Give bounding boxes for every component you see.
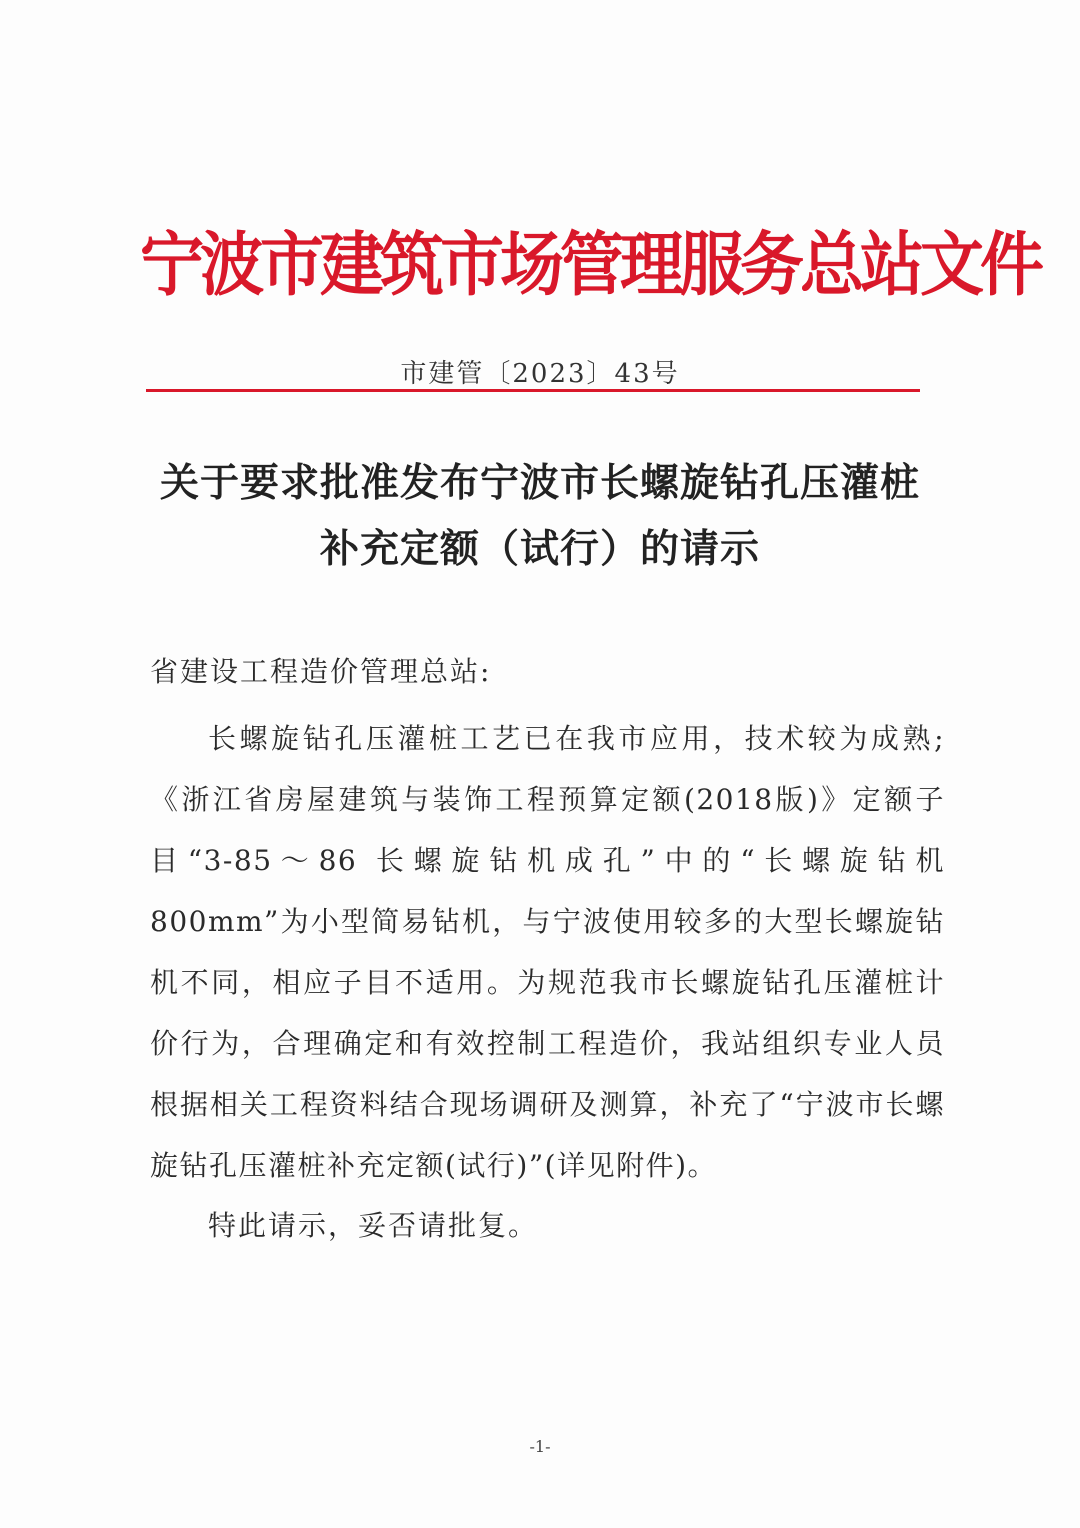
- masthead-title: 宁波市建筑市场管理服务总站文件: [140, 226, 1040, 306]
- document-title: [130, 450, 950, 582]
- closing-line: 特此请示，妥否请批复。: [208, 1209, 539, 1242]
- page-number: -1-: [529, 1437, 551, 1456]
- body-paragraph: 长螺旋钻孔压灌桩工艺已在我市应用，技术较为成熟;《浙江省房屋建筑与装饰工程预算定额(2018版)》定额子目“3-85～86 长螺旋钻机成孔”中的“长螺旋钻机 800mm”为小型简易钻机，与宁波使用较多的大型长螺旋钻机不同，相应子目不适用。为规范我市长螺旋钻孔压灌桩计价行为，合理确定和有效控制工程造价，我站组织专业人员根据相关工程资料结合现场调研及测算，补充了“宁波市长螺旋钻孔压灌桩补充定额(试行)”(详见附件)。: [150, 722, 945, 1182]
- red-divider-line: [146, 389, 920, 392]
- title-line-2: 补充定额（试行）的请示: [319, 526, 760, 572]
- title-line-1: 关于要求批准发布宁波市长螺旋钻孔压灌桩: [159, 460, 920, 506]
- addressee: 省建设工程造价管理总站:: [150, 655, 492, 688]
- document-number: 市建管〔2023〕43号: [400, 359, 680, 389]
